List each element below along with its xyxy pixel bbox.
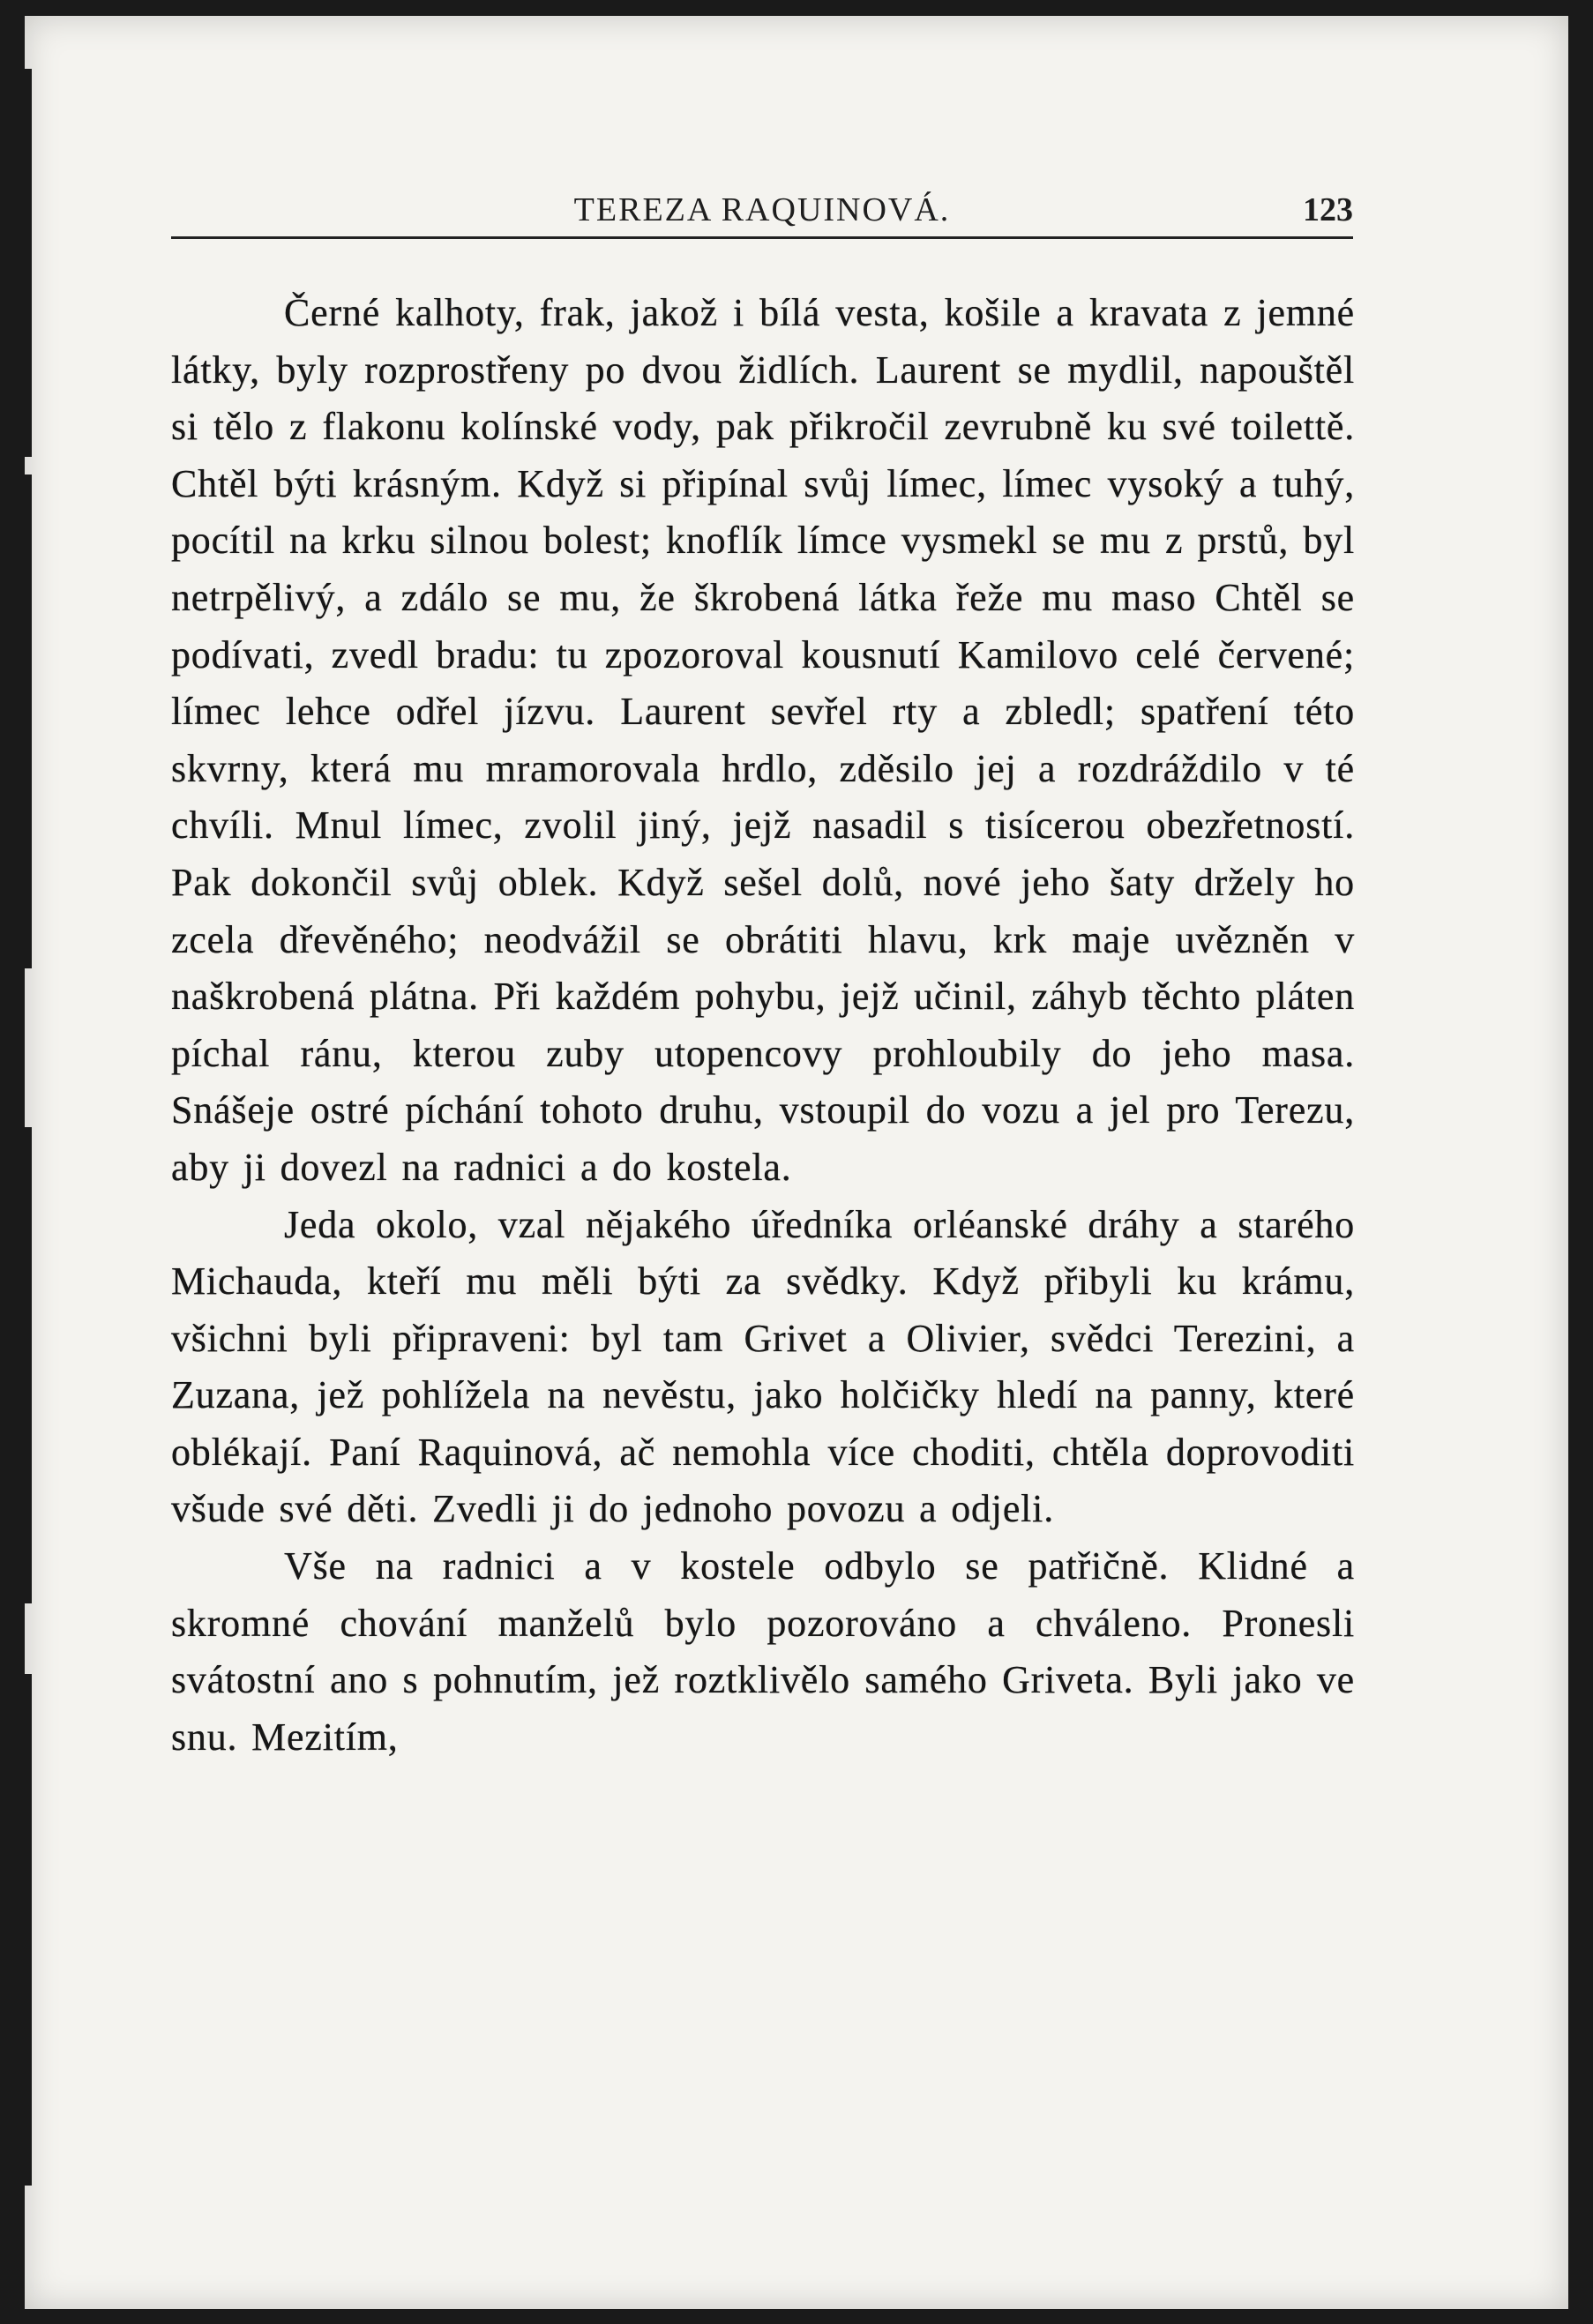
body-text — [171, 285, 1355, 1766]
page-number: 123 — [1303, 191, 1353, 228]
paragraph: Jeda okolo, vzal nějakého úředníka orléanské dráhy a starého Michauda, kteří mu měli býti za svědky. Když přibyli ku krámu, všichni byli připraveni: byl tam Grivet a Olivier, svědci Terezini, a Zuzana, jež pohlížela na nevěstu, jako holčičky hledí na panny, které oblékají. Paní Raquinová, ač nemohla více choditi, chtěla doprovoditi všude své děti. Zvedli ji do jednoho povozu a odjeli. — [171, 1202, 1355, 1531]
paragraph: Černé kalhoty, frak, jakož i bílá vesta, košile a kravata z jemné látky, byly rozprostřeny po dvou židlích. Laurent se mydlil, napouštěl si tělo z flakonu kolínské vody, pak přikročil zevrubně ku své toilettě. Chtěl býti krásným. Když si připínal svůj límec, límec vysoký a tuhý, pocítil na krku silnou bolest; knoflík límce vysmekl se mu z prstů, byl netrpělivý, a zdálo se mu, že škrobená látka řeže mu maso Chtěl se podívati, zvedl bradu: tu zpozoroval kousnutí Kamilovo celé červené; límec lehce odřel jízvu. Laurent sevřel rty a zbledl; spatření této skvrny, která mu mramorovala hrdlo, zděsilo jej a rozdráždilo v té chvíli. Mnul límec, zvolil jiný, jejž nasadil s tisícerou obezřetností. Pak dokončil svůj oblek. Když sešel dolů, nové jeho šaty držely ho zcela dřevěného; neodvážil se obrátiti hlavu, krk maje uvězněn v naškrobená plátna. Při každém pohybu, jejž učinil, záhyb těchto pláten píchal ránu, kterou zuby utopencovy prohloubily do jeho masa. Snášeje ostré píchání tohoto druhu, vstoupil do vozu a jel pro Terezu, aby ji dovezl na radnici a do kostela. — [171, 291, 1355, 1189]
running-header — [171, 178, 1353, 239]
page-edge-mark — [25, 1674, 32, 2186]
page-edge-mark — [25, 1127, 32, 1603]
book-page — [25, 16, 1568, 2309]
page-edge-mark — [25, 69, 32, 457]
page-edge-mark — [25, 475, 32, 968]
paragraph: Vše na radnici a v kostele odbylo se patřičně. Klidné a skromné chování manželů bylo pozorováno a chváleno. Pronesli svátostní ano s pohnutím, jež roztklivělo samého Griveta. Byli jako ve snu. Mezitím, — [171, 1544, 1355, 1759]
running-title: TEREZA RAQUINOVÁ. — [573, 191, 951, 228]
